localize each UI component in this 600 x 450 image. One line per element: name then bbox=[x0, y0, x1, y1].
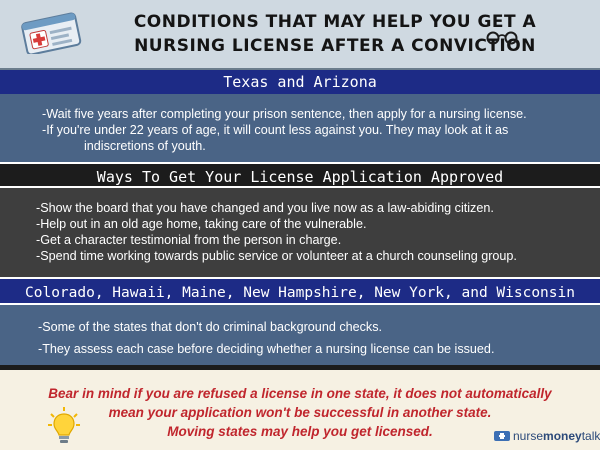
list-item: -Show the board that you have changed and you live now as a law-abiding citizen. bbox=[36, 201, 494, 215]
list-item: -Wait five years after completing your prison sentence, then apply for a nursing license. bbox=[42, 107, 527, 121]
list-item: -If you're under 22 years of age, it will count less against you. They may look at it as bbox=[42, 123, 509, 137]
list-item: -They assess each case before deciding whether a nursing license can be issued. bbox=[38, 342, 495, 356]
section-heading-states: Colorado, Hawaii, Maine, New Hampshire, New York, and Wisconsin bbox=[0, 277, 600, 305]
list-item: -Help out in an old age home, taking care of the vulnerable. bbox=[36, 217, 367, 231]
brand-name-money: money bbox=[543, 429, 582, 443]
lightbulb-icon bbox=[48, 406, 80, 446]
list-item: -Get a character testimonial from the person in charge. bbox=[36, 233, 342, 247]
footer-line: Moving states may help you get licensed. bbox=[167, 424, 433, 439]
section-panel-texas-arizona bbox=[0, 94, 600, 162]
title-line-1: CONDITIONS THAT MAY HELP YOU GET A bbox=[133, 12, 537, 32]
license-card-icon bbox=[20, 12, 82, 54]
list-item: -Spend time working towards public service or volunteer at a church counseling group. bbox=[36, 249, 517, 263]
brand-logo bbox=[494, 428, 600, 444]
footer-line: Bear in mind if you are refused a license in one state, it does not automatically bbox=[48, 386, 552, 401]
title-line-2: NURSING LICENSE AFTER A CONVICTION bbox=[134, 36, 536, 56]
brand-logo-icon bbox=[494, 430, 510, 442]
footer-line: mean your application won't be successful in another state. bbox=[108, 405, 492, 420]
section-panel-ways bbox=[0, 188, 600, 277]
section-heading-texas-arizona: Texas and Arizona bbox=[0, 70, 600, 94]
brand-name bbox=[513, 429, 600, 443]
brand-name-nurse: nurse bbox=[513, 429, 544, 443]
handcuffs-icon bbox=[486, 30, 518, 46]
section-panel-states bbox=[0, 305, 600, 365]
list-item-continued: indiscretions of youth. bbox=[84, 139, 206, 153]
list-item: -Some of the states that don't do criminal background checks. bbox=[38, 320, 383, 334]
brand-name-talk: talk bbox=[581, 429, 600, 443]
footer bbox=[0, 370, 600, 450]
section-heading-ways: Ways To Get Your License Application Approved bbox=[0, 162, 600, 188]
header bbox=[0, 0, 600, 70]
